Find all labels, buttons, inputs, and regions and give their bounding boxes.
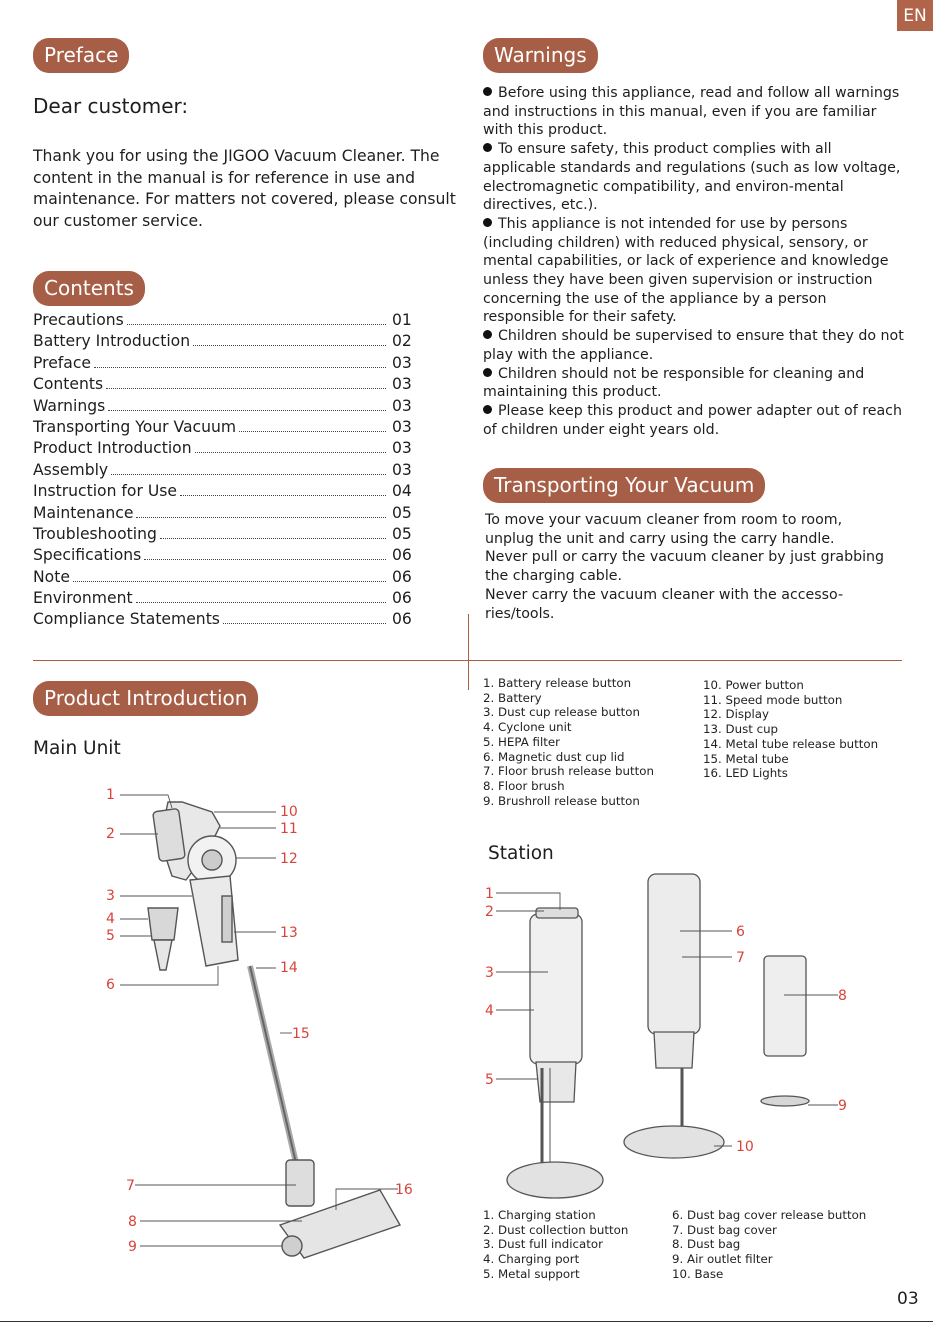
toc-title: Instruction for Use: [33, 482, 177, 501]
transport-line: To move your vacuum cleaner from room to room, unplug the unit and carry using the carry handle.: [485, 512, 843, 547]
toc-leader: [193, 345, 386, 346]
toc-page: 03: [392, 417, 412, 436]
toc-page: 02: [392, 332, 412, 351]
main-callout-2: 2: [106, 826, 115, 842]
bullet-icon: [483, 218, 492, 227]
warning-text: To ensure safety, this product complies with all applicable standards and regulations (such as low voltage, electromagnetic compatibility, and environ-mental directives, etc.).: [483, 141, 901, 214]
toc-page: 03: [392, 396, 412, 415]
main-callout-15: 15: [292, 1026, 310, 1042]
station-callout-2: 2: [485, 904, 494, 920]
warning-item: [483, 365, 908, 402]
toc-row: [33, 610, 418, 631]
main-callout-8: 8: [128, 1214, 137, 1230]
bullet-icon: [483, 87, 492, 96]
toc-title: Compliance Statements: [33, 610, 220, 629]
toc-row: [33, 397, 418, 418]
toc-page: 05: [392, 503, 412, 522]
bullet-icon: [483, 368, 492, 377]
main-callout-3: 3: [106, 888, 115, 904]
toc-row: [33, 418, 418, 439]
main-parts-list-1: [483, 676, 654, 808]
main-callout-7: 7: [126, 1178, 135, 1194]
warning-text: Children should be supervised to ensure that they do not play with the appliance.: [483, 328, 904, 363]
toc-row: [33, 439, 418, 460]
toc-leader: [108, 410, 386, 411]
station-callout-9: 9: [838, 1098, 847, 1114]
toc-leader: [73, 581, 386, 582]
toc-title: Precautions: [33, 311, 124, 329]
toc-title: Troubleshooting: [33, 524, 157, 543]
main-callout-6: 6: [106, 977, 115, 993]
toc-leader: [127, 324, 386, 325]
part-item: 5. HEPA filter: [483, 734, 560, 749]
main-unit-illustration: [90, 780, 420, 1270]
toc-row: [33, 525, 418, 546]
toc-row: [33, 375, 418, 396]
warning-item: [483, 327, 908, 364]
toc-page: 03: [392, 353, 412, 372]
toc-row: [33, 504, 418, 525]
toc-row: [33, 482, 418, 503]
toc-page: 03: [392, 460, 412, 479]
bullet-icon: [483, 143, 492, 152]
main-callout-14: 14: [280, 960, 298, 976]
footer-rule: [0, 1321, 933, 1322]
main-callout-10: 10: [280, 804, 298, 820]
warning-text: Children should not be responsible for cleaning and maintaining this product.: [483, 365, 865, 401]
station-callout-8: 8: [838, 988, 847, 1004]
toc-page: 06: [392, 546, 412, 565]
station-callout-5: 5: [485, 1072, 494, 1088]
part-item: 3. Dust full indicator: [483, 1237, 603, 1252]
toc-page: 04: [392, 482, 412, 501]
main-callout-13: 13: [280, 925, 298, 941]
toc-title: Specifications: [33, 546, 142, 565]
warnings-heading: Warnings: [483, 38, 598, 73]
part-item: 7. Dust bag cover: [672, 1222, 777, 1237]
part-item: 2. Dust collection button: [483, 1222, 629, 1237]
toc-leader: [144, 559, 386, 560]
station-callout-3: 3: [485, 965, 494, 981]
toc-title: Maintenance: [33, 503, 134, 522]
toc-page: 03: [392, 439, 412, 458]
main-callout-5: 5: [106, 928, 115, 944]
part-item: 8. Floor brush: [483, 778, 565, 793]
toc-row: [33, 311, 418, 332]
toc-leader: [136, 602, 386, 603]
toc-title: Battery Introduction: [33, 332, 191, 351]
toc-title: Contents: [33, 375, 104, 394]
toc-leader: [160, 538, 386, 539]
preface-body: Thank you for using the JIGOO Vacuum Cleaner. The content in the manual is for reference in use and maintenance. For matters not covered, please consult our customer service.: [33, 147, 456, 230]
station-callout-4: 4: [485, 1003, 494, 1019]
main-callout-16: 16: [395, 1182, 413, 1198]
product-intro-heading: Product Introduction: [33, 681, 258, 716]
station-title: Station: [488, 843, 554, 864]
contents-heading: Contents: [33, 271, 145, 306]
bullet-icon: [483, 330, 492, 339]
transport-body: [485, 511, 895, 623]
part-item: 15. Metal tube: [703, 751, 789, 766]
toc-page: 06: [392, 610, 412, 629]
part-item: 16. LED Lights: [703, 766, 788, 781]
toc-leader: [223, 623, 386, 624]
warning-text: Before using this appliance, read and follow all warnings and instructions in this manual, even if you are familiar with this product.: [483, 85, 900, 139]
toc-leader: [106, 388, 386, 389]
toc-row: [33, 589, 418, 610]
toc-leader: [136, 517, 386, 518]
toc-title: Environment: [33, 589, 133, 608]
warning-item: [483, 215, 908, 327]
toc-title: Assembly: [33, 460, 109, 479]
station-callout-1: 1: [485, 886, 494, 902]
station-parts-list-2: [672, 1208, 866, 1282]
part-item: 5. Metal support: [483, 1266, 580, 1281]
part-item: 7. Floor brush release button: [483, 764, 654, 779]
transport-line: Never carry the vacuum cleaner with the accesso-ries/tools.: [485, 586, 844, 622]
station-callout-6: 6: [736, 924, 745, 940]
toc-title: Product Introduction: [33, 439, 192, 458]
toc-row: [33, 354, 418, 375]
part-item: 12. Display: [703, 707, 769, 722]
toc-leader: [180, 495, 386, 496]
main-callout-1: 1: [106, 787, 115, 803]
part-item: 1. Battery release button: [483, 676, 632, 690]
part-item: 9. Air outlet filter: [672, 1252, 773, 1267]
toc-row: [33, 568, 418, 589]
part-item: 4. Charging port: [483, 1252, 580, 1267]
toc-page: 01: [392, 311, 412, 329]
main-callout-4: 4: [106, 911, 115, 927]
part-item: 11. Speed mode button: [703, 692, 843, 707]
toc-title: Note: [33, 567, 70, 586]
page-number: 03: [897, 1289, 919, 1309]
preface-heading: Preface: [33, 38, 129, 73]
toc-title: Warnings: [33, 396, 106, 415]
main-callout-lines: [120, 795, 398, 1246]
main-unit-title: Main Unit: [33, 738, 121, 759]
station-parts-list-1: [483, 1208, 628, 1282]
station-callout-10: 10: [736, 1139, 754, 1155]
part-item: 4. Cyclone unit: [483, 720, 572, 735]
toc-row: [33, 332, 418, 353]
toc-row: [33, 546, 418, 567]
toc-row: [33, 461, 418, 482]
station-illustration: [478, 868, 878, 1203]
column-divider: [468, 614, 469, 690]
toc-page: 06: [392, 589, 412, 608]
part-item: 9. Brushroll release button: [483, 793, 640, 808]
toc-leader: [94, 367, 386, 368]
toc-leader: [111, 474, 386, 475]
station-callout-7: 7: [736, 950, 745, 966]
language-tag: EN: [897, 0, 933, 31]
part-item: 6. Dust bag cover release button: [672, 1208, 867, 1222]
part-item: 10. Base: [672, 1266, 724, 1281]
toc-page: 03: [392, 375, 412, 394]
main-callout-9: 9: [128, 1239, 137, 1255]
transport-line: Never pull or carry the vacuum cleaner by just grabbing the charging cable.: [485, 549, 885, 585]
toc-title: Transporting Your Vacuum: [33, 417, 237, 436]
bullet-icon: [483, 405, 492, 414]
warning-item: [483, 84, 908, 140]
part-item: 1. Charging station: [483, 1208, 596, 1222]
part-item: 2. Battery: [483, 690, 542, 705]
transport-heading: Transporting Your Vacuum: [483, 468, 765, 503]
part-item: 14. Metal tube release button: [703, 736, 879, 751]
warning-item: [483, 140, 908, 215]
main-callout-12: 12: [280, 851, 298, 867]
table-of-contents: [33, 311, 418, 632]
toc-title: Preface: [33, 353, 92, 372]
warning-text: This appliance is not intended for use by persons (including children) with reduced physical, sensory, or mental capabilities, or lack of experience and knowledge unless they have been given supervision or instruction concerning the use of the appliance by a person responsible for their safety.: [483, 215, 889, 326]
main-parts-list-2: [703, 678, 878, 781]
toc-page: 05: [392, 524, 412, 543]
part-item: 13. Dust cup: [703, 722, 779, 737]
toc-leader: [239, 431, 386, 432]
part-item: 8. Dust bag: [672, 1237, 741, 1252]
part-item: 6. Magnetic dust cup lid: [483, 749, 625, 764]
main-callout-11: 11: [280, 821, 298, 837]
greeting: Dear customer:: [33, 94, 189, 118]
part-item: 3. Dust cup release button: [483, 705, 640, 720]
toc-leader: [195, 452, 386, 453]
part-item: 10. Power button: [703, 678, 804, 692]
warning-item: [483, 402, 908, 439]
toc-page: 06: [392, 567, 412, 586]
warnings-list: [483, 84, 908, 439]
warning-text: Please keep this product and power adapter out of reach of children under eight years old.: [483, 402, 902, 438]
